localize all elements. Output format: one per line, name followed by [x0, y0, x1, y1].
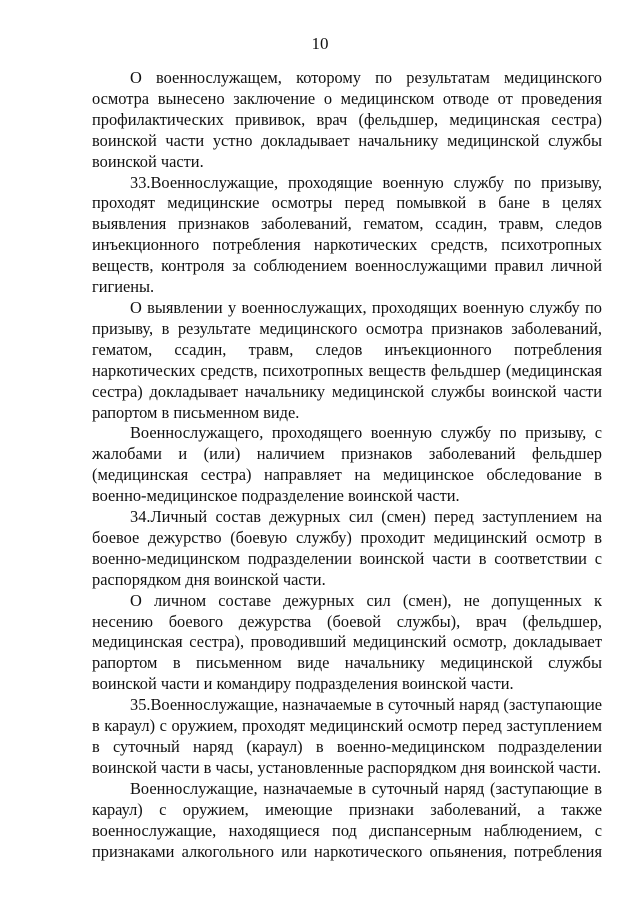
- paragraph-duty-forces-report: О личном составе дежурных сил (смен), не допущенных к несению боевого дежурства (боевой службы), врач (фельдшер, медицинская сестра), проводивший медицинский осмотр, докладывает рапортом в письменном виде начальнику медицинской службы воинской части и командиру подразделения воинской части.: [92, 590, 602, 694]
- paragraph-item-35: 35.Военнослужащие, назначаемые в суточный наряд (заступающие в караул) с оружием, проходят медицинский осмотр перед заступлением в суточный наряд (караул) в военно-медицинском подразделении воинской части в часы, установленные распорядком дня воинской части.: [92, 695, 602, 777]
- paragraph-detection-report: О выявлении у военнослужащих, проходящих военную службу по призыву, в результате медицинского осмотра признаков заболеваний, гематом, ссадин, травм, следов инъекционного потребления наркотических средств, психотропных веществ фельдшер (медицинская сестра) докладывает начальнику медицинской службы воинской части рапортом в письменном виде.: [92, 297, 602, 422]
- paragraph-item-34: 34.Личный состав дежурных сил (смен) перед заступлением на боевое дежурство (боевую службу) проходит медицинский осмотр в военно-медицинском подразделении воинской части в соответствии с распорядком дня воинской части.: [92, 507, 602, 589]
- page-number: 10: [311, 34, 329, 53]
- paragraph-item-33: 33.Военнослужащие, проходящие военную службу по призыву, проходят медицинские осмотры перед помывкой в бане в целях выявления признаков заболеваний, гематом, ссадин, травм, следов инъекционного потребления наркотических средств, психотропных веществ, контроля за соблюдением военнослужащими правил личной гигиены.: [92, 172, 602, 297]
- paragraph-medical-exemption-report: О военнослужащем, которому по результатам медицинского осмотра вынесено заключение о медицинском отводе от проведения профилактических прививок, врач (фельдшер, медицинская сестра) воинской части устно докладывает начальнику медицинской службы воинской части.: [92, 68, 602, 171]
- paragraph-armed-duty-signs: Военнослужащие, назначаемые в суточный наряд (заступающие в караул) с оружием, имеющие признаки заболеваний, а также военнослужащие, находящиеся под диспансерным наблюдением, с признаками алкогольного или наркотического опьянения, потребления: [92, 778, 602, 861]
- document-body: [92, 68, 602, 862]
- paragraph-referral-examination: Военнослужащего, проходящего военную службу по призыву, с жалобами и (или) наличием признаков заболеваний фельдшер (медицинская сестра) направляет на медицинское обследование в военно-медицинское подразделение воинской части.: [92, 423, 602, 506]
